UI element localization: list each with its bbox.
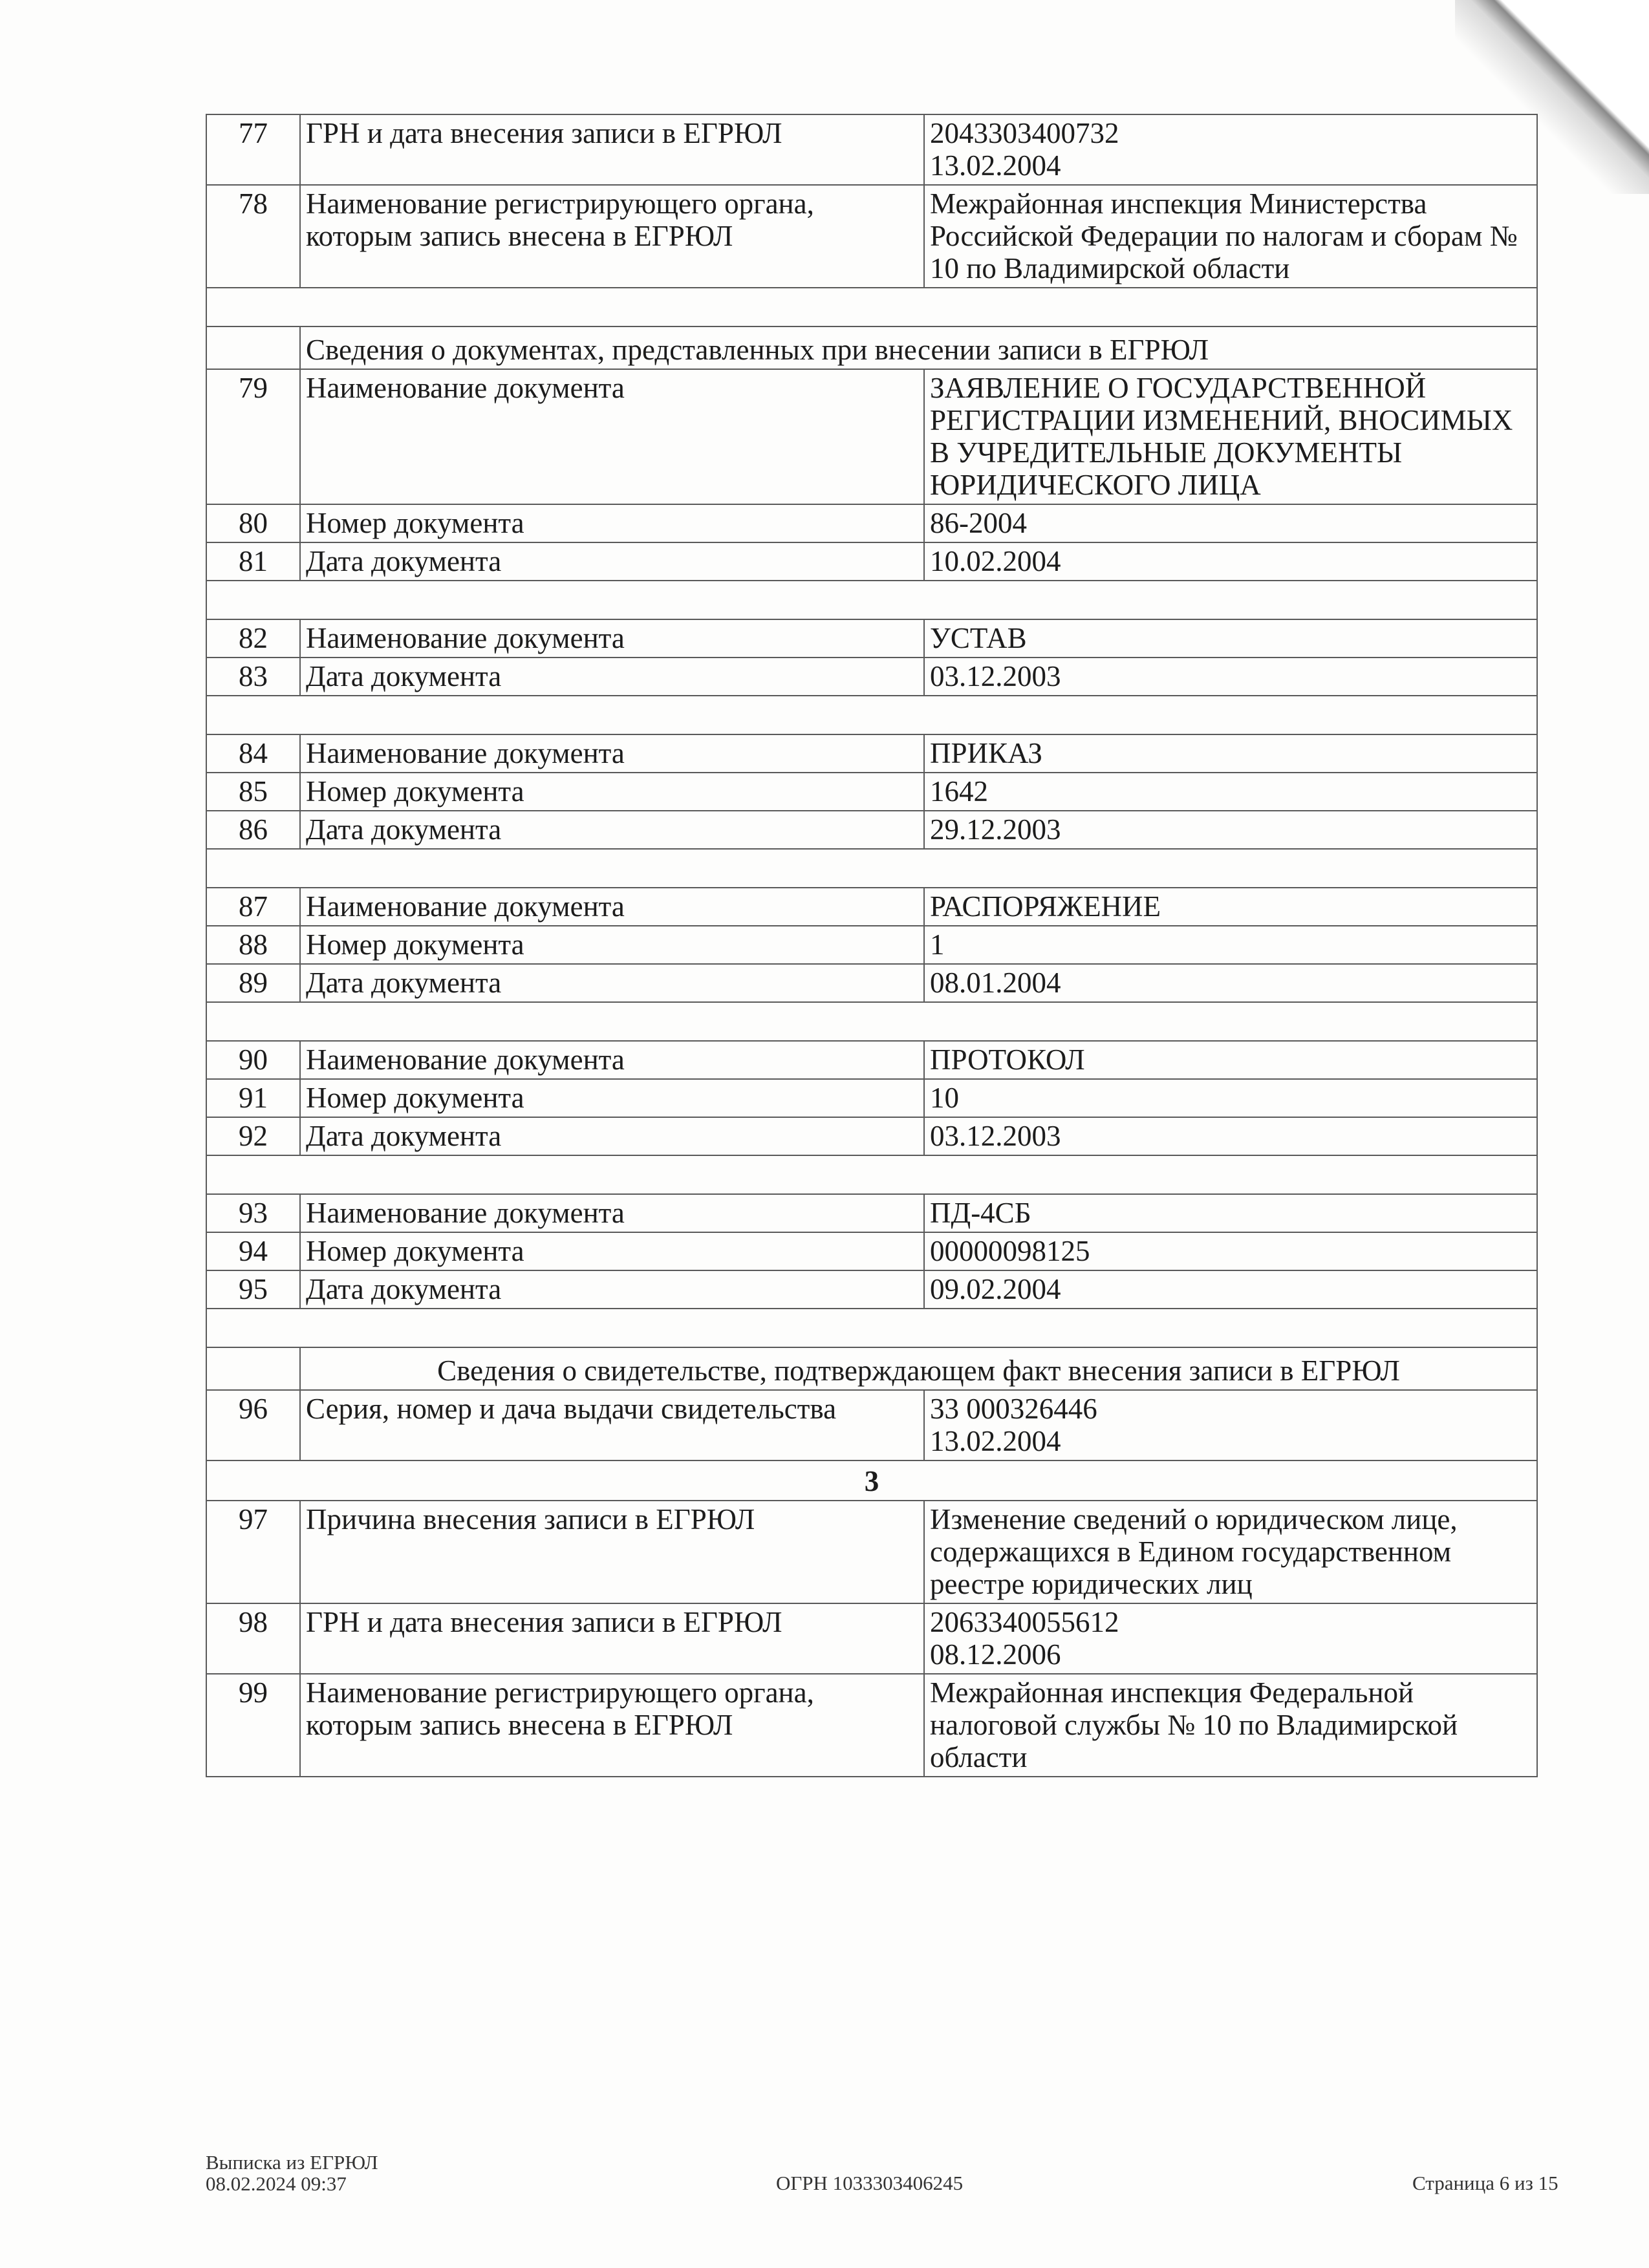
spacer-row — [206, 1155, 1537, 1194]
row-number: 97 — [206, 1501, 300, 1603]
row-number: 83 — [206, 658, 300, 696]
row-number: 88 — [206, 926, 300, 964]
footer-page-number: Страница 6 из 15 — [1412, 2172, 1558, 2194]
table-row — [206, 185, 1537, 288]
row-value: 1642 — [924, 773, 1537, 811]
row-number: 84 — [206, 734, 300, 773]
table-row — [206, 1674, 1537, 1777]
row-label: Номер документа — [300, 926, 924, 964]
table-row — [206, 1232, 1537, 1270]
row-number: 94 — [206, 1232, 300, 1270]
row-value: 03.12.2003 — [924, 658, 1537, 696]
row-value: 2063340055612 08.12.2006 — [924, 1603, 1537, 1674]
table-row — [206, 926, 1537, 964]
row-label: Наименование регистрирующего органа, которым запись внесена в ЕГРЮЛ — [300, 1674, 924, 1777]
spacer-row — [206, 581, 1537, 619]
row-value: ПРИКАЗ — [924, 734, 1537, 773]
row-value: Изменение сведений о юридическом лице, содержащихся в Едином государственном реестре юридических лиц — [924, 1501, 1537, 1603]
table-row — [206, 1603, 1537, 1674]
section-title-documents: Сведения о документах, представленных при внесении записи в ЕГРЮЛ — [300, 326, 1537, 369]
row-value: 1 — [924, 926, 1537, 964]
row-label: ГРН и дата внесения записи в ЕГРЮЛ — [300, 114, 924, 185]
record-group-number: 3 — [206, 1460, 1537, 1501]
table-row — [206, 1117, 1537, 1155]
row-number: 85 — [206, 773, 300, 811]
table-row — [206, 1270, 1537, 1309]
spacer-row — [206, 1002, 1537, 1041]
group-header-row — [206, 1460, 1537, 1501]
table-row — [206, 1390, 1537, 1460]
table-row — [206, 888, 1537, 926]
table-row — [206, 658, 1537, 696]
row-number: 80 — [206, 504, 300, 542]
row-value: 29.12.2003 — [924, 811, 1537, 849]
row-label: Наименование документа — [300, 734, 924, 773]
footer-ogrn: ОГРН 1033303406245 — [776, 2172, 964, 2194]
row-label: Дата документа — [300, 964, 924, 1002]
footer-timestamp: 08.02.2024 09:37 — [206, 2172, 347, 2195]
row-number: 78 — [206, 185, 300, 288]
row-value: ПД-4СБ — [924, 1194, 1537, 1232]
table-row — [206, 811, 1537, 849]
row-value: 03.12.2003 — [924, 1117, 1537, 1155]
egrul-records-table — [206, 114, 1538, 1777]
footer-document-info — [206, 2152, 378, 2194]
row-label: Дата документа — [300, 811, 924, 849]
row-label: Номер документа — [300, 773, 924, 811]
footer-doc-title: Выписка из ЕГРЮЛ — [206, 2151, 378, 2174]
row-value: РАСПОРЯЖЕНИЕ — [924, 888, 1537, 926]
table-row — [206, 964, 1537, 1002]
row-value: Межрайонная инспекция Федеральной налоговой службы № 10 по Владимирской области — [924, 1674, 1537, 1777]
row-label: Номер документа — [300, 1232, 924, 1270]
row-value: ПРОТОКОЛ — [924, 1041, 1537, 1079]
row-label: Дата документа — [300, 658, 924, 696]
row-value: 86-2004 — [924, 504, 1537, 542]
row-label: Дата документа — [300, 1270, 924, 1309]
row-number: 89 — [206, 964, 300, 1002]
row-label: Наименование документа — [300, 369, 924, 504]
row-label: Серия, номер и дача выдачи свидетельства — [300, 1390, 924, 1460]
table-row — [206, 369, 1537, 504]
row-number: 82 — [206, 619, 300, 658]
row-value: Межрайонная инспекция Министерства Российской Федерации по налогам и сборам № 10 по Владимирской области — [924, 185, 1537, 288]
row-number: 93 — [206, 1194, 300, 1232]
table-row — [206, 114, 1537, 185]
row-value: 10.02.2004 — [924, 542, 1537, 581]
row-number: 99 — [206, 1674, 300, 1777]
row-number: 98 — [206, 1603, 300, 1674]
row-label: Номер документа — [300, 1079, 924, 1117]
table-row — [206, 1194, 1537, 1232]
spacer-row — [206, 1309, 1537, 1347]
table-row — [206, 734, 1537, 773]
row-label: Номер документа — [300, 504, 924, 542]
section-header-row — [206, 326, 1537, 369]
section-header-row — [206, 1347, 1537, 1390]
row-label: Наименование документа — [300, 1194, 924, 1232]
row-number: 90 — [206, 1041, 300, 1079]
table-row — [206, 773, 1537, 811]
spacer-row — [206, 288, 1537, 326]
row-label: ГРН и дата внесения записи в ЕГРЮЛ — [300, 1603, 924, 1674]
spacer-row — [206, 849, 1537, 888]
row-number: 86 — [206, 811, 300, 849]
table-row — [206, 542, 1537, 581]
table-row — [206, 1079, 1537, 1117]
row-number: 81 — [206, 542, 300, 581]
row-label: Наименование регистрирующего органа, которым запись внесена в ЕГРЮЛ — [300, 185, 924, 288]
row-label: Наименование документа — [300, 888, 924, 926]
table-row — [206, 1041, 1537, 1079]
row-number: 91 — [206, 1079, 300, 1117]
row-number: 92 — [206, 1117, 300, 1155]
row-value: ЗАЯВЛЕНИЕ О ГОСУДАРСТВЕННОЙ РЕГИСТРАЦИИ ИЗМЕНЕНИЙ, ВНОСИМЫХ В УЧРЕДИТЕЛЬНЫЕ ДОКУМЕНТЫ ЮРИДИЧЕСКОГО ЛИЦА — [924, 369, 1537, 504]
row-number: 77 — [206, 114, 300, 185]
row-value: УСТАВ — [924, 619, 1537, 658]
row-label: Наименование документа — [300, 1041, 924, 1079]
row-number: 95 — [206, 1270, 300, 1309]
spacer-row — [206, 696, 1537, 734]
row-value: 2043303400732 13.02.2004 — [924, 114, 1537, 185]
row-value: 09.02.2004 — [924, 1270, 1537, 1309]
row-value: 33 000326446 13.02.2004 — [924, 1390, 1537, 1460]
row-label: Дата документа — [300, 1117, 924, 1155]
row-value: 00000098125 — [924, 1232, 1537, 1270]
row-number: 96 — [206, 1390, 300, 1460]
row-value: 10 — [924, 1079, 1537, 1117]
row-label: Наименование документа — [300, 619, 924, 658]
table-row — [206, 1501, 1537, 1603]
row-number: 79 — [206, 369, 300, 504]
row-label: Дата документа — [300, 542, 924, 581]
row-number: 87 — [206, 888, 300, 926]
section-title-certificate: Сведения о свидетельстве, подтверждающем факт внесения записи в ЕГРЮЛ — [300, 1347, 1537, 1390]
row-value: 08.01.2004 — [924, 964, 1537, 1002]
table-row — [206, 619, 1537, 658]
row-label: Причина внесения записи в ЕГРЮЛ — [300, 1501, 924, 1603]
table-row — [206, 504, 1537, 542]
